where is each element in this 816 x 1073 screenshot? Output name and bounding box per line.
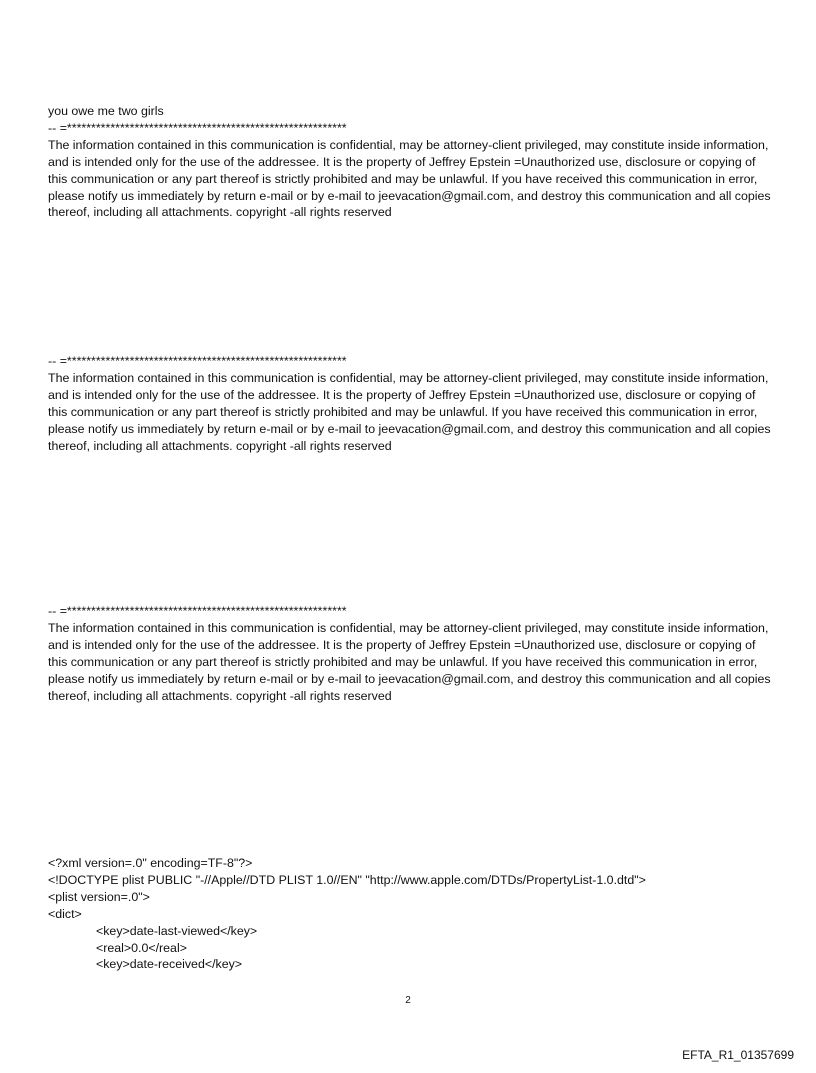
disclaimer-paragraph: The information contained in this communication is confidential, may be attorney-client privileged, may constitute inside information, and is intended only for the use of the addressee. It is the property of Jeffrey Epstein =Unauthorized use, disclosure or copying of this communication or any part thereof is strictly prohibited and may be unlawful. If you have received this communication in error, please notify us immediately by return e-mail or by e-mail to jeevacation@gmail.com, and destroy this communication and all copies thereof, including all attachments. copyright -all rights reserved — [48, 137, 771, 220]
plist-open-line: <plist version=.0"> — [48, 889, 150, 904]
real-value-line: <real>0.0</real> — [96, 940, 187, 955]
message-block-3 — [48, 603, 773, 704]
key-date-received-line: <key>date-received</key> — [96, 957, 243, 972]
message-block-1 — [48, 103, 773, 221]
dict-open-line: <dict> — [48, 906, 82, 921]
key-date-last-viewed-line: <key>date-last-viewed</key> — [96, 923, 258, 938]
disclaimer-paragraph: The information contained in this communication is confidential, may be attorney-client privileged, may constitute inside information, and is intended only for the use of the addressee. It is the property of Jeffrey Epstein =Unauthorized use, disclosure or copying of this communication or any part thereof is strictly prohibited and may be unlawful. If you have received this communication in error, please notify us immediately by return e-mail or by e-mail to jeevacation@gmail.com, and destroy this communication and all copies thereof, including all attachments. copyright -all rights reserved — [48, 620, 771, 703]
separator-line: -- =********************************************************** — [48, 120, 347, 135]
document-footer-id: EFTA_R1_01357699 — [682, 1048, 794, 1062]
disclaimer-paragraph: The information contained in this communication is confidential, may be attorney-client privileged, may constitute inside information, and is intended only for the use of the addressee. It is the property of Jeffrey Epstein =Unauthorized use, disclosure or copying of this communication or any part thereof is strictly prohibited and may be unlawful. If you have received this communication in error, please notify us immediately by return e-mail or by e-mail to jeevacation@gmail.com, and destroy this communication and all copies thereof, including all attachments. copyright -all rights reserved — [48, 370, 771, 453]
separator-line: -- =********************************************************** — [48, 354, 347, 368]
plist-xml-fragment — [48, 855, 773, 973]
opening-line: you owe me two girls — [48, 104, 164, 118]
message-block-2 — [48, 353, 773, 454]
doctype-line: <!DOCTYPE plist PUBLIC "-//Apple//DTD PLIST 1.0//EN" "http://www.apple.com/DTDs/PropertyList-1.0.dtd"> — [48, 872, 646, 887]
xml-declaration-line: <?xml version=.0" encoding=TF-8"?> — [48, 856, 253, 870]
page-number: 2 — [405, 995, 411, 1006]
separator-line: -- =********************************************************** — [48, 604, 347, 618]
